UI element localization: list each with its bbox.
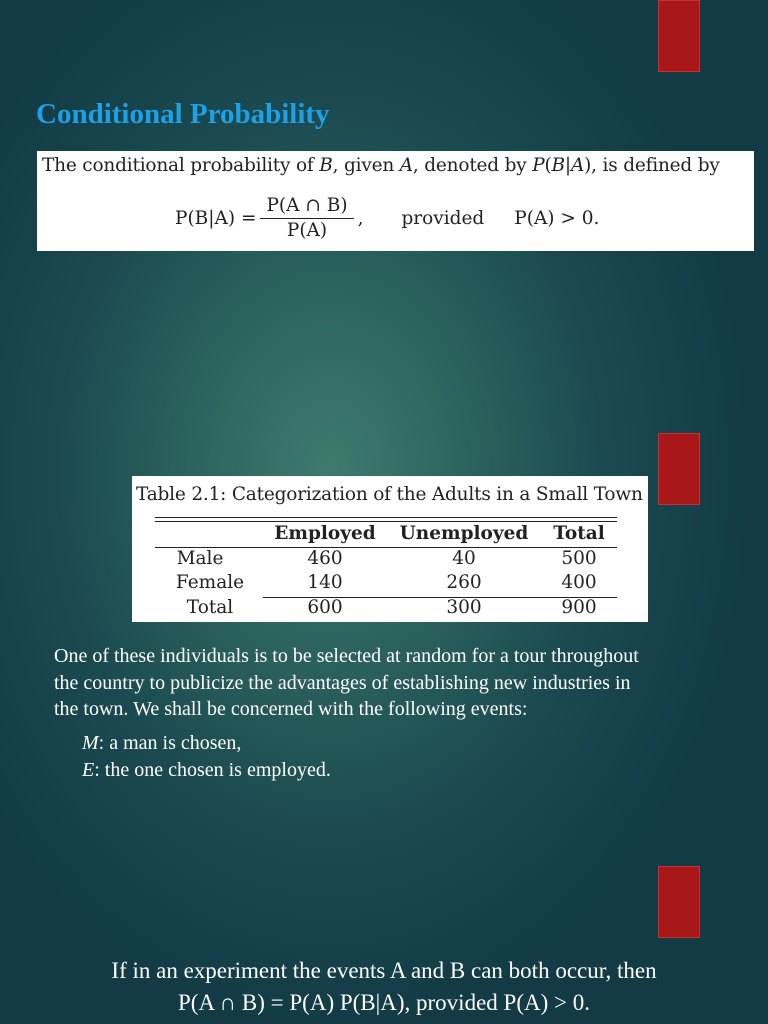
- event-e: [82, 759, 331, 782]
- formula-lhs: P(B|A) =: [175, 207, 257, 229]
- table-cell: 300: [446, 597, 482, 618]
- table-header-total: Total: [553, 523, 605, 544]
- table-cell: 460: [307, 548, 343, 569]
- table-top-rule-1: [155, 517, 617, 518]
- formula-condition: P(A) > 0.: [514, 207, 600, 229]
- event-symbol: M: [82, 732, 99, 754]
- paragraph-line: the country to publicize the advantages of establishing new industries in: [54, 671, 631, 694]
- event-symbol: E: [82, 759, 95, 781]
- table-header-unemployed: Unemployed: [399, 523, 529, 544]
- table-top-rule-2: [155, 521, 617, 522]
- multiplication-rule-line-1: If in an experiment the events A and B can both occur, then: [111, 958, 657, 983]
- table-cell: 500: [561, 548, 597, 569]
- definition-box: [37, 151, 754, 251]
- red-accent-bar-bottom: [658, 866, 700, 938]
- table-cell: 600: [307, 597, 343, 618]
- table-row-label: Female: [175, 572, 245, 593]
- table-row-label: Male: [176, 548, 224, 569]
- conditional-probability-formula: [175, 195, 599, 241]
- table-cell: 40: [452, 548, 476, 569]
- formula-comma: ,: [357, 207, 364, 229]
- multiplication-rule-line-2: P(A ∩ B) = P(A) P(B|A), provided P(A) > 0.: [178, 990, 590, 1015]
- categorization-table: [132, 476, 648, 622]
- slide-title: Conditional Probability: [36, 98, 330, 130]
- event-text: : the one chosen is employed.: [94, 759, 331, 781]
- formula-provided: provided: [401, 207, 485, 229]
- table-header-rule: [155, 547, 617, 548]
- table-header-employed: Employed: [274, 523, 376, 544]
- table-row-label: Total: [186, 597, 234, 618]
- event-m: [82, 732, 241, 755]
- table-cell: 900: [561, 597, 597, 618]
- selection-paragraph: [54, 643, 734, 723]
- event-text: : a man is chosen,: [98, 732, 242, 754]
- table-caption: Table 2.1: Categorization of the Adults in a Small Town: [136, 484, 643, 505]
- formula-numerator: P(A ∩ B): [260, 195, 353, 219]
- formula-fraction: [260, 195, 353, 241]
- table-cell: 140: [307, 572, 343, 593]
- formula-denominator: P(A): [286, 220, 328, 241]
- table-cell: 400: [561, 572, 597, 593]
- definition-intro: The conditional probability of B, given A, denoted by P(B|A), is defined by: [42, 155, 720, 176]
- paragraph-line: One of these individuals is to be selected at random for a tour throughout: [54, 645, 639, 667]
- table-cell: 260: [446, 572, 482, 593]
- paragraph-line: the town. We shall be concerned with the following events:: [54, 698, 528, 720]
- red-accent-bar-middle: [658, 433, 700, 505]
- red-accent-bar-top: [658, 0, 700, 72]
